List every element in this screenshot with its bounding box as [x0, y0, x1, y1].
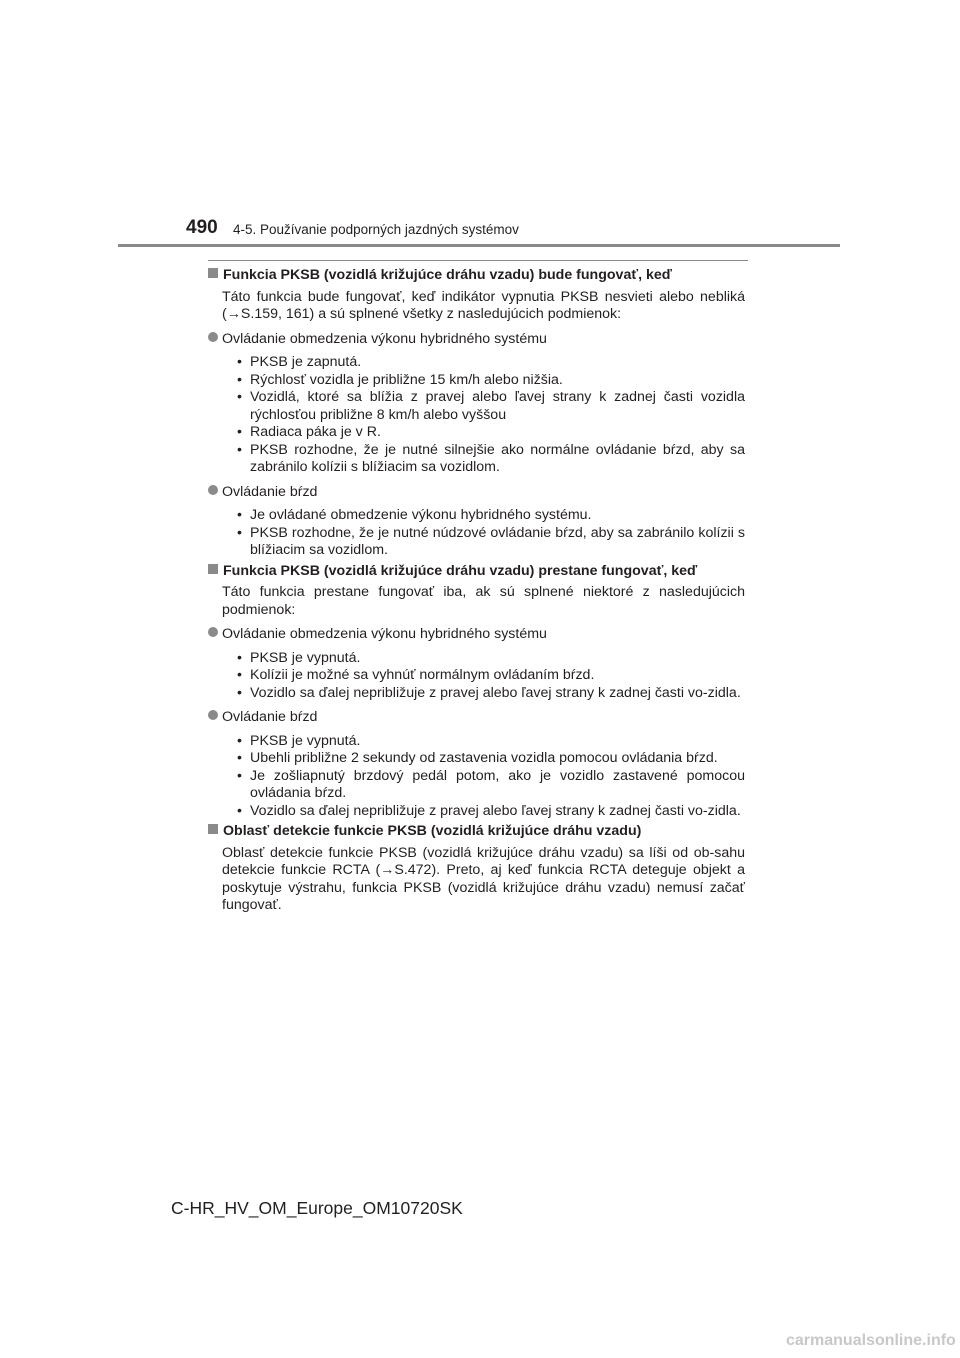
square-bullet-icon [208, 824, 218, 834]
list-item: • Kolízii je možné sa vyhnúť normálnym ovládaním bŕzd. [208, 667, 745, 685]
section-paragraph: Táto funkcia prestane fungovať iba, ak sú splnené niektoré z nasledujúcich podmienok: [222, 584, 745, 618]
list-item: • Vozidlá, ktoré sa blížia z pravej alebo ľavej strany k zadnej časti vozidla rýchlosťou približne 8 km/h alebo vyššou [208, 389, 745, 424]
list-item: • PKSB je vypnutá. [208, 650, 745, 668]
bullet-list [208, 507, 745, 560]
section-paragraph: Oblasť detekcie funkcie PKSB (vozidlá križujúce dráhu vzadu) sa líši od ob-sahu detekcie funkcie RCTA (→S.472). Preto, aj keď funkcia RCTA deteguje objekt a poskytuje výstrahu, funkcia PKSB (vozidlá križujúce dráhu vzadu) nemusí začať fungovať. [222, 844, 745, 913]
square-bullet-icon [208, 564, 218, 574]
circle-bullet-icon [208, 332, 218, 342]
section-heading-text: Funkcia PKSB (vozidlá križujúce dráhu vzadu) bude fungovať, keď [223, 267, 672, 283]
chapter-title: 4-5. Používanie podporných jazdných systémov [233, 222, 519, 237]
section-heading-text: Oblasť detekcie funkcie PKSB (vozidlá križujúce dráhu vzadu) [223, 823, 642, 839]
list-item: • PKSB je vypnutá. [208, 733, 745, 751]
subsection-heading [208, 709, 745, 727]
subsection-heading-text: Ovládanie obmedzenia výkonu hybridného systému [222, 626, 547, 642]
header-rule [118, 244, 840, 247]
watermark: carmanualsonline.info [786, 1332, 956, 1349]
subsection-heading [208, 331, 745, 349]
section-heading [208, 267, 745, 285]
document-id-footer: C-HR_HV_OM_Europe_OM10720SK [171, 1198, 463, 1218]
subsection-heading-text: Ovládanie bŕzd [222, 483, 318, 500]
subsection-heading [208, 484, 745, 502]
bullet-list [208, 650, 745, 703]
content [208, 264, 745, 915]
bullet-list [208, 733, 745, 821]
section-paragraph: Táto funkcia bude fungovať, keď indikátor vypnutia PKSB nesvieti alebo nebliká (→S.159, 161) a sú splnené všetky z nasledujúcich podmienok: [222, 288, 745, 322]
section-top-rule [208, 260, 748, 261]
circle-bullet-icon [208, 627, 218, 637]
list-item: • PKSB rozhodne, že je nutné núdzové ovládanie bŕzd, aby sa zabránilo kolízii s blížiacim sa vozidlom. [208, 525, 745, 560]
section-heading [208, 563, 745, 581]
list-item: • Vozidlo sa ďalej nepribližuje z pravej alebo ľavej strany k zadnej časti vo-zidla. [208, 803, 745, 821]
list-item: • Je ovládané obmedzenie výkonu hybridného systému. [208, 507, 745, 525]
list-item: • Ubehli približne 2 sekundy od zastavenia vozidla pomocou ovládania bŕzd. [208, 750, 745, 768]
list-item: • PKSB rozhodne, že je nutné silnejšie ako normálne ovládanie bŕzd, aby sa zabránilo kolízii s blížiacim sa vozidlom. [208, 442, 745, 477]
subsection-heading [208, 626, 745, 644]
list-item: • Radiaca páka je v R. [208, 424, 745, 442]
list-item: • PKSB je zapnutá. [208, 354, 745, 372]
section-heading [208, 823, 745, 841]
list-item: • Je zošliapnutý brzdový pedál potom, ako je vozidlo zastavené pomocou ovládania bŕzd. [208, 768, 745, 803]
subsection-heading-text: Ovládanie bŕzd [222, 709, 318, 725]
list-item: • Rýchlosť vozidla je približne 15 km/h alebo nižšia. [208, 372, 745, 390]
section-heading-text: Funkcia PKSB (vozidlá križujúce dráhu vzadu) prestane fungovať, keď [223, 562, 698, 579]
circle-bullet-icon [208, 485, 218, 495]
circle-bullet-icon [208, 710, 218, 720]
page-number: 490 [186, 217, 218, 238]
list-item: • Vozidlo sa ďalej nepribližuje z pravej alebo ľavej strany k zadnej časti vo-zidla. [208, 685, 745, 703]
bullet-list [208, 354, 745, 477]
square-bullet-icon [208, 268, 218, 278]
subsection-heading-text: Ovládanie obmedzenia výkonu hybridného systému [222, 330, 547, 347]
